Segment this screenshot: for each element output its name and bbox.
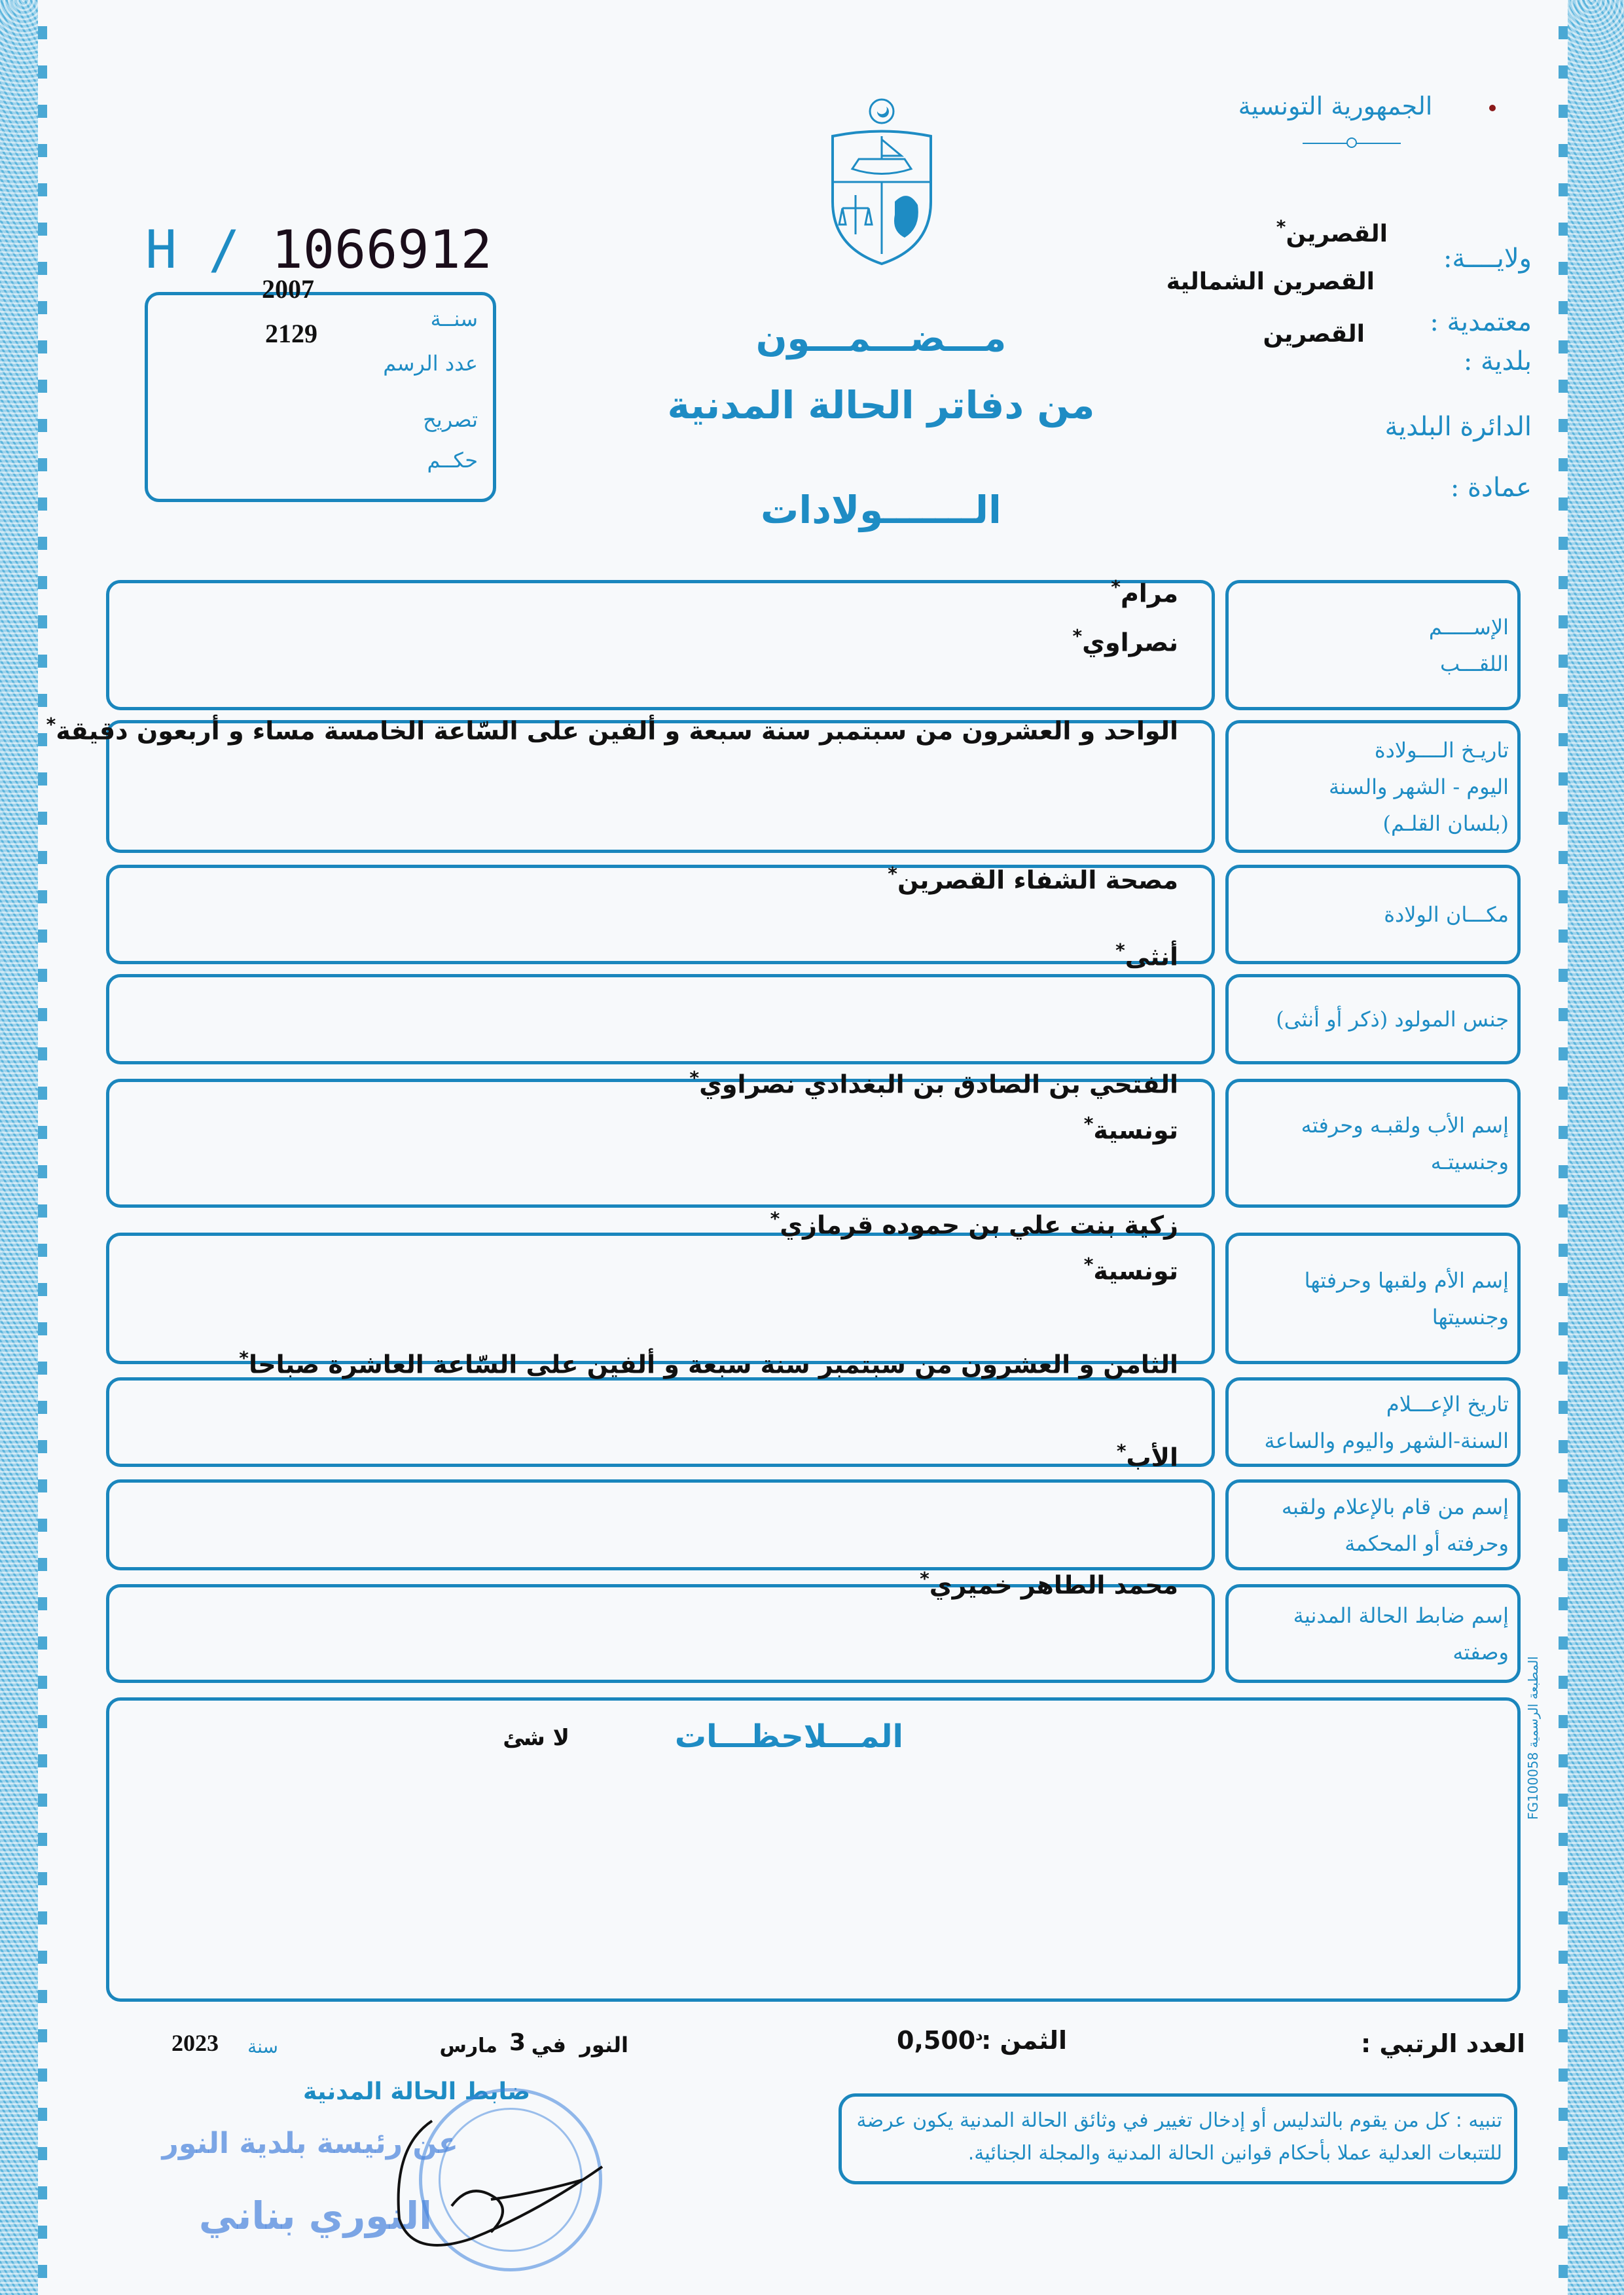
row-label: إسم ضابط الحالة المدنية (1293, 1602, 1509, 1628)
row-value: محمد الطاهر خميري * (920, 1568, 1178, 1600)
divider-dot (1346, 137, 1357, 148)
row-label: جنس المولود (ذكر أو أنثى) (1276, 1007, 1509, 1032)
row-label: مكـــان الولادة (1384, 902, 1509, 927)
record-number: 2129 (265, 319, 317, 348)
row-value: مرام * (1111, 576, 1178, 608)
year-label: سنة (247, 2036, 278, 2057)
printer-mark: المطبعة الرسمية FG100058 (1525, 1656, 1541, 1820)
row-label: إسم الأب ولقبـه وحرفته (1301, 1112, 1509, 1138)
row-value: زكية بنت علي بن حموده قرمازي * (770, 1208, 1178, 1240)
issue-day: 3 (509, 2029, 526, 2056)
row-label: الإســـــم (1428, 614, 1509, 640)
district-label: الدائرة البلدية (1384, 412, 1532, 442)
title-line1: مـــضـــمـــون (755, 317, 1007, 360)
row-label: وحرفته أو المحكمة (1344, 1530, 1509, 1556)
officer-title: ضابط الحالة المدنية (303, 2078, 530, 2105)
number-label: عدد الرسم (383, 351, 478, 376)
row-label: تاريخ الإعـــلام (1386, 1391, 1509, 1417)
security-border-left (0, 0, 47, 2295)
warning-text: تنبيه : كل من يقوم بالتدليس أو إدخال تغيير في وثائق الحالة المدنية يكون عرضة للتتبعات العدلية عملا بأحكام قوانين الحالة المدنية والمجلة الجنائية. (856, 2109, 1502, 2165)
row-value: تونسية * (1084, 1254, 1178, 1286)
serial-prefix: H / (145, 219, 240, 280)
row-value: تونسية * (1084, 1113, 1178, 1145)
date-prefix: في (531, 2033, 566, 2057)
row-value: الثامن و العشرون من سبتمبر سنة سبعة و ألفين على السّاعة العاشرة صباحا * (239, 1347, 1178, 1379)
title-line3: الـــــــولادات (761, 488, 1001, 532)
signature-icon (340, 2108, 615, 2278)
declaration-label: تصريح (423, 407, 478, 432)
row-label: اليوم - الشهر والسنة (1328, 774, 1509, 799)
judgment-label: حكــم (427, 448, 478, 473)
municipality-value: القصرين (1263, 321, 1365, 348)
serial-value: 1066912 (271, 219, 492, 280)
row-value-box (106, 1377, 1215, 1467)
row-value: نصراوي * (1073, 625, 1178, 657)
stamp-text-line2: النوري بناني (198, 2194, 432, 2238)
price-value: $0,500^د$ (897, 2026, 983, 2055)
year-label: سنــة (430, 306, 478, 331)
issue-month: مارس (439, 2034, 497, 2057)
notes-value: لا شئ (503, 1725, 569, 1751)
row-label: إسم من قام بالإعلام ولقبه (1281, 1494, 1509, 1519)
row-value: أنثى * (1115, 939, 1178, 971)
row-value-box (106, 974, 1215, 1064)
row-label: وصفته (1453, 1639, 1509, 1665)
security-border-right (1559, 0, 1624, 2295)
row-value: الأب * (1117, 1440, 1178, 1472)
row-label: وجنسيتها (1432, 1304, 1509, 1329)
delegation-value: القصرين الشمالية (1166, 268, 1375, 295)
title-line2: من دفاتر الحالة المدنية (667, 383, 1095, 427)
wilaya-label: ولايــــة: (1443, 244, 1532, 274)
serial-label: العدد الرتبي : (1360, 2029, 1525, 2058)
issue-year: 2023 (171, 2030, 219, 2056)
row-value-box (106, 580, 1215, 710)
red-dot (1489, 105, 1496, 111)
tunisia-coat-of-arms-icon (826, 97, 937, 267)
stamp-text-line1: عن رئيسة بلدية النور (162, 2127, 458, 2160)
row-label: (بلسان القلـم) (1382, 810, 1509, 836)
row-label: إسم الأم ولقبها وحرفتها (1304, 1267, 1509, 1293)
row-label: اللقـــب (1440, 651, 1509, 676)
row-value: مصحة الشفاء القصرين * (888, 863, 1178, 895)
issue-place: النور (579, 2033, 628, 2057)
imada-label: عمادة : (1450, 473, 1532, 503)
republic-heading: الجمهورية التونسية (1238, 92, 1433, 120)
row-value-box (106, 1233, 1215, 1364)
row-value: الفتحي بن الصادق بن البغدادي نصراوي * (689, 1067, 1178, 1099)
municipality-label: بلدية : (1463, 346, 1532, 376)
wilaya-value: القصرين * (1178, 216, 1388, 247)
row-value: الواحد و العشرون من سبتمبر سنة سبعة و ألفين على السّاعة الخامسة مساء و أربعون دقيقة * (46, 714, 1178, 746)
row-label: وجنسيتـه (1430, 1149, 1509, 1174)
row-label: تاريـخ الــــولادة (1374, 737, 1509, 763)
delegation-label: معتمدية : (1430, 307, 1532, 337)
record-year: 2007 (262, 274, 314, 304)
row-value-box (106, 1479, 1215, 1570)
price-label: الثمن : (981, 2026, 1067, 2055)
row-label: السنة-الشهر واليوم والساعة (1264, 1428, 1509, 1453)
serial-number (145, 219, 492, 280)
notes-label: المـــلاحظـــات (674, 1718, 903, 1755)
